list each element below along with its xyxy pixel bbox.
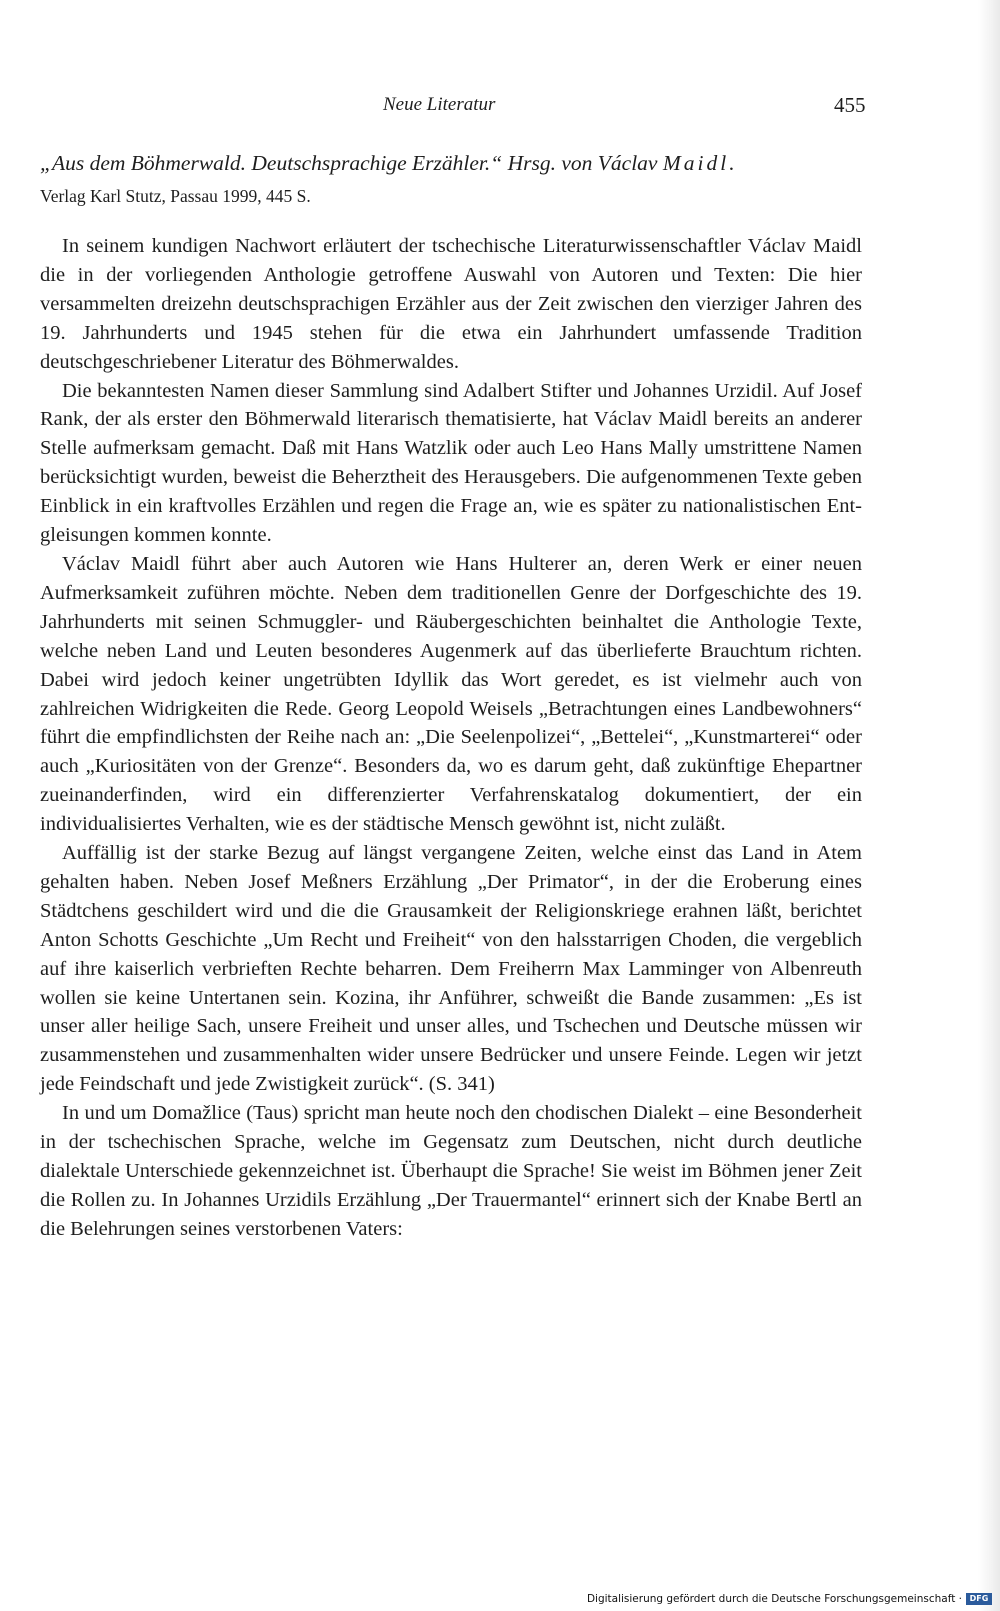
running-head xyxy=(0,92,1000,118)
review-paragraph-2: Die bekanntesten Namen dieser Sammlung sind Adalbert Stifter und Johannes Urzidil. Auf Josef Rank, der als erster den Böhmerwald literarisch thematisierte, hat Václav Maidl bereits an anderer Stelle aufmerksam gemacht. Daß mit Hans Watzlik oder auch Leo Hans Mally umstrittene Namen berücksichtigt wurden, beweist die Beherztheit des Herausgebers. Die aufgenommenen Texte geben Einblick in ein kraftvolles Erzählen und regen die Frage an, wie es später zu nationalistischen Entgleisungen kommen konnte. xyxy=(40,379,862,547)
book-editor-surname: Maidl. xyxy=(662,151,738,175)
review-body xyxy=(40,232,862,1244)
page-edge-shadow xyxy=(978,0,1000,1611)
running-title: Neue Literatur xyxy=(383,94,496,115)
review-paragraph-3: Václav Maidl führt aber auch Autoren wie Hans Hulterer an, deren Werk er einer neuen Aufmerksamkeit zuführen möchte. Neben dem traditionellen Genre der Dorfgeschichte des 19. Jahrhunderts mit seinen Schmuggler- und Räubergeschichten beinhaltet die Anthologie Texte, welche neben Land und Leuten besonderes Augenmerk auf das überlieferte Brauchtum richten. Dabei wird jedoch keiner ungetrübten Idyllik das Wort geredet, es ist vielmehr auch von zahlreichen Widrigkeiten die Rede. Georg Leopold Weisels „Betrachtungen eines Landbewohners“ führt die empfindlichsten der Reihe nach an: „Die Seelenpolizei“, „Bettelei“, „Kunstmarterei“ oder auch „Kuriositäten von der Grenze“. Besonders da, wo es darum geht, daß zukünftige Ehepartner zueinanderfinden, wird ein differenzierter Verfahrenskatalog dokumentiert, der ein individualisiertes Verhalten, wie es der städtische Mensch gewöhnt ist, nicht zuläßt. xyxy=(40,552,862,836)
book-reference xyxy=(40,148,860,210)
digitization-credit xyxy=(587,1591,992,1607)
review-paragraph-5: In und um Domažlice (Taus) spricht man heute noch den chodischen Dialekt – eine Besonderheit in der tschechischen Sprache, welche im Gegensatz zum Deutschen, nicht durch deutliche dialektale Unterschiede gekennzeichnet ist. Überhaupt die Sprache! Sie weist im Böhmen jener Zeit die Rollen zu. In Johannes Urzidils Erzählung „Der Trauermantel“ erinnert sich der Knabe Bertl an die Belehrungen seines verstorbenen Vaters: xyxy=(40,1102,862,1240)
book-title: „Aus dem Böhmerwald. Deutschsprachige Erzähler.“ Hrsg. von Václav xyxy=(40,151,658,175)
dfg-logo-icon: DFG xyxy=(966,1593,992,1605)
review-paragraph-1: In seinem kundigen Nachwort erläutert der tschechische Literaturwissenschaftler Václav Maidl die in der vorliegenden Anthologie getroffene Auswahl von Autoren und Texten: Die hier versammelten dreizehn deutschsprachigen Erzähler aus der Zeit zwischen den vierziger Jahren des 19. Jahrhunderts und 1945 stehen für die etwa ein Jahrhundert umfassende Tradition deutschgeschriebener Literatur des Böhmerwaldes. xyxy=(40,235,862,373)
publisher-line: Verlag Karl Stutz, Passau 1999, 445 S. xyxy=(40,186,311,206)
page-number: 455 xyxy=(834,93,866,117)
book-title-line xyxy=(40,148,860,179)
digitization-credit-text: Digitalisierung gefördert durch die Deutsche Forschungsgemeinschaft · xyxy=(586,1593,962,1605)
review-paragraph-4: Auffällig ist der starke Bezug auf längst vergangene Zeiten, welche einst das Land in Atem gehalten haben. Neben Josef Meßners Erzählung „Der Primator“, in der die Eroberung eines Städtchens geschildert wird und die die Grausamkeit der Religionskriege erahnen läßt, berichtet Anton Schotts Geschichte „Um Recht und Freiheit“ von den halsstarrigen Choden, die vergeblich auf ihre kaiserlich verbrieften Rechte beharren. Dem Freiherrn Max Lamminger von Albenreuth wollen sie keine Untertanen sein. Kozina, ihr Anführer, schweißt die Bande zusammen: „Es ist unser aller heilige Sach, unsere Freiheit und unser alles, und Tschechen und Deutsche müssen wir zusammenstehen und zusammenhalten wider unsere Bedrücker und unsere Feinde. Legen wir jetzt jede Feindschaft und jede Zwistigkeit zurück“. (S. 341) xyxy=(40,842,862,1096)
